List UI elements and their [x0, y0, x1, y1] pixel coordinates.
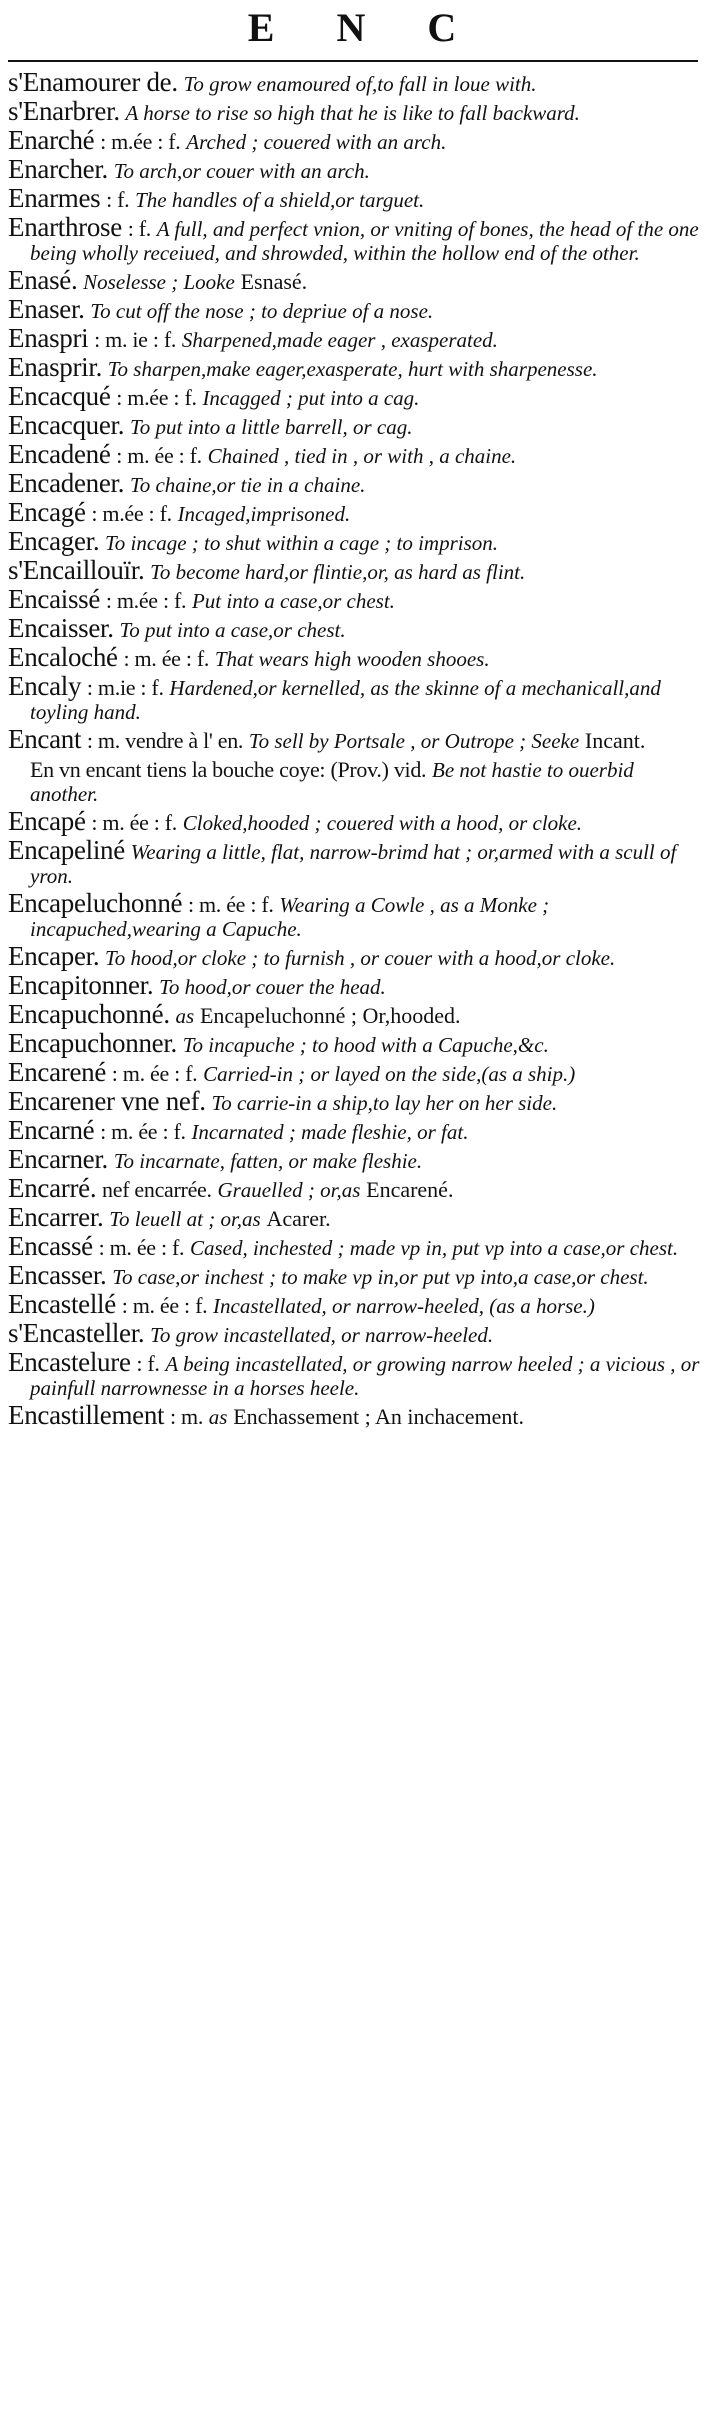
grammar-note: : m.ée : f.	[105, 588, 187, 613]
grammar-note: : f.	[106, 187, 130, 212]
headword: Encagé	[8, 497, 86, 527]
headword: Enaspri	[8, 323, 89, 353]
headword: Enarmes	[8, 183, 101, 213]
dictionary-entry	[6, 970, 700, 1000]
headword: Encastillement	[8, 1400, 165, 1430]
definition: To hood,or cloke ; to furnish , or couer with a hood,or cloke.	[105, 946, 616, 970]
dictionary-entry	[6, 1289, 700, 1319]
headword: s'Encasteller.	[8, 1318, 145, 1348]
headword: Encacqué	[8, 381, 111, 411]
headword: Encaper.	[8, 941, 100, 971]
dictionary-entry	[6, 526, 700, 556]
definition: Carried-in ; or layed on the side,(as a ship.)	[203, 1062, 576, 1086]
entry-list	[6, 67, 700, 1432]
definition: To incapuche ; to hood with a Capuche,&c.	[182, 1033, 549, 1057]
dictionary-entry	[6, 439, 700, 469]
headword: Encarré.	[8, 1173, 97, 1203]
headword: Enarché	[8, 125, 95, 155]
headword: s'Enarbrer.	[8, 96, 120, 126]
definition: Grauelled ; or,as	[217, 1178, 361, 1202]
grammar-note: : m. ée : f.	[91, 810, 177, 835]
dictionary-entry	[6, 1202, 700, 1232]
definition: A horse to rise so high that he is like to fall backward.	[125, 101, 580, 125]
headword: Encassé	[8, 1231, 93, 1261]
headword: Enarthrose	[8, 212, 122, 242]
headword: Encapeluchonné	[8, 888, 183, 918]
headword: Encapuchonner.	[8, 1028, 177, 1058]
definition: To case,or inchest ; to make vp in,or put vp into,a case,or chest.	[112, 1265, 649, 1289]
dictionary-entry	[6, 555, 700, 585]
dictionary-entry	[6, 888, 700, 941]
definition: Cased, inchested ; made vp in, put vp into a case,or chest.	[189, 1236, 679, 1260]
dictionary-entry	[6, 1260, 700, 1290]
grammar-note: : m. ée : f.	[100, 1119, 186, 1144]
definition: Sharpened,made eager , exasperated.	[181, 328, 498, 352]
definition: Put into a case,or chest.	[191, 589, 395, 613]
definition: A being incastellated, or growing narrow heeled ; a vicious , or painfull narrownesse in a horses heele.	[30, 1352, 700, 1400]
dictionary-entry	[6, 294, 700, 324]
headword: Encastellé	[8, 1289, 116, 1319]
headword: Encarner.	[8, 1144, 108, 1174]
headword: Encasser.	[8, 1260, 107, 1290]
dictionary-entry	[6, 671, 700, 724]
headword: Encarné	[8, 1115, 95, 1145]
definition: To leuell at ; or,as	[109, 1207, 261, 1231]
definition: The handles of a shield,or targuet.	[135, 188, 425, 212]
dictionary-entry	[6, 806, 700, 836]
headword: Enarcher.	[8, 154, 108, 184]
grammar-note: : m. ée : f.	[98, 1235, 185, 1260]
definition: To incarnate, fatten, or make fleshie.	[113, 1149, 423, 1173]
definition: Wearing a Cowle , as a Monke ; incapuched,wearing a Capuche.	[30, 893, 550, 941]
definition: Hardened,or kernelled, as the skinne of a mechanicall,and toyling hand.	[30, 676, 661, 724]
headword: Encastelure	[8, 1347, 131, 1377]
definition: Chained , tied in , or with , a chaine.	[207, 444, 517, 468]
headword: Encacquer.	[8, 410, 125, 440]
headword: Enaser.	[8, 294, 85, 324]
grammar-note: : m. ée : f.	[123, 646, 210, 671]
cross-reference: Esnasé.	[240, 269, 308, 294]
grammar-note: : m.ée : f.	[91, 501, 172, 526]
grammar-note: : m. vendre à l' en.	[86, 728, 244, 753]
dictionary-entry	[6, 468, 700, 498]
headword: Encant	[8, 724, 82, 754]
dictionary-entry	[6, 96, 700, 126]
definition: To incage ; to shut within a cage ; to imprison.	[105, 531, 499, 555]
grammar-note: : m. ée : f.	[116, 443, 202, 468]
definition: To become hard,or flintie,or, as hard as flint.	[150, 560, 526, 584]
definition: To carrie-in a ship,to lay her on her side.	[211, 1091, 558, 1115]
headword: Encapuchonné.	[8, 999, 170, 1029]
headword: Encadener.	[8, 468, 125, 498]
definition: as	[175, 1004, 195, 1028]
cross-reference: Encarené.	[366, 1177, 454, 1202]
definition: Cloked,hooded ; couered with a hood, or cloke.	[182, 811, 583, 835]
headword: Enasé.	[8, 265, 78, 295]
definition: Noselesse ; Looke	[83, 270, 235, 294]
definition: Incastellated, or narrow-heeled, (as a horse.)	[213, 1294, 595, 1318]
dictionary-entry	[6, 613, 700, 643]
dictionary-entry	[6, 125, 700, 155]
dictionary-entry	[6, 642, 700, 672]
dictionary-entry	[6, 154, 700, 184]
headword: Encadené	[8, 439, 111, 469]
definition: To sell by Portsale , or Outrope ; Seeke	[248, 729, 580, 753]
headword: Encaly	[8, 671, 82, 701]
definition: Incarnated ; made fleshie, or fat.	[191, 1120, 469, 1144]
cross-reference: Encapeluchonné ; Or,hooded.	[199, 1003, 461, 1028]
dictionary-entry	[6, 1231, 700, 1261]
dictionary-entry	[6, 756, 700, 806]
grammar-note: : m. ée : f.	[111, 1061, 198, 1086]
dictionary-entry	[6, 999, 700, 1029]
definition: Arched ; couered with an arch.	[186, 130, 447, 154]
dictionary-entry	[6, 941, 700, 971]
dictionary-entry	[6, 323, 700, 353]
headword: Encarené	[8, 1057, 107, 1087]
dictionary-entry	[6, 1028, 700, 1058]
dictionary-entry	[6, 265, 700, 295]
grammar-note: : m.ée : f.	[100, 129, 181, 154]
dictionary-entry	[6, 1115, 700, 1145]
cross-reference: Incant.	[584, 728, 646, 753]
page-header: E N C	[247, 5, 483, 50]
headword: Encaissé	[8, 584, 101, 614]
headword: s'Enamourer de.	[8, 67, 178, 97]
headword: Encapé	[8, 806, 86, 836]
definition: To cut off the nose ; to depriue of a nose.	[90, 299, 434, 323]
header-rule	[8, 60, 698, 62]
grammar-note: : m.	[170, 1404, 204, 1429]
headword: Enasprir.	[8, 352, 103, 382]
grammar-note: : m. ée : f.	[121, 1293, 208, 1318]
definition: as	[208, 1405, 228, 1429]
dictionary-entry	[6, 212, 700, 265]
definition: Incaged,imprisoned.	[177, 502, 351, 526]
grammar-note: : m.ie : f.	[86, 675, 164, 700]
grammar-note: : f.	[136, 1351, 160, 1376]
headword: Encarrer.	[8, 1202, 104, 1232]
definition: To put into a case,or chest.	[119, 618, 346, 642]
dictionary-entry	[6, 497, 700, 527]
definition: Wearing a little, flat, narrow-brimd hat ; or,armed with a scull of yron.	[30, 840, 677, 888]
dictionary-entry	[6, 1400, 700, 1430]
dictionary-entry	[6, 1318, 700, 1348]
grammar-note: En vn encant tiens la bouche coye: (Prov.) vid.	[30, 757, 427, 782]
dictionary-entry	[6, 1347, 700, 1400]
headword: Encarener vne nef.	[8, 1086, 206, 1116]
definition: To grow enamoured of,to fall in loue with.	[183, 72, 537, 96]
definition: A full, and perfect vnion, or vniting of bones, the head of the one being wholly receiued, and shrowded, within the hollow end of the other.	[30, 217, 699, 265]
grammar-note: : f.	[127, 216, 151, 241]
definition: Be not hastie to ouerbid another.	[30, 758, 634, 806]
definition: To sharpen,make eager,exasperate, hurt with sharpenesse.	[107, 357, 598, 381]
dictionary-entry	[6, 381, 700, 411]
grammar-note: : m. ée : f.	[187, 892, 274, 917]
grammar-note: : m.ée : f.	[116, 385, 197, 410]
headword: Encapeliné	[8, 835, 125, 865]
dictionary-entry	[6, 67, 700, 97]
headword: Encapitonner.	[8, 970, 154, 1000]
definition: To arch,or couer with an arch.	[113, 159, 370, 183]
headword: s'Encaillouïr.	[8, 555, 145, 585]
definition: That wears high wooden shooes.	[214, 647, 490, 671]
dictionary-entry	[6, 1057, 700, 1087]
dictionary-entry	[6, 584, 700, 614]
cross-reference: Acarer.	[266, 1206, 331, 1231]
dictionary-entry	[6, 410, 700, 440]
definition: To hood,or couer the head.	[159, 975, 386, 999]
headword: Encaloché	[8, 642, 118, 672]
cross-reference: Enchassement ; An inchacement.	[233, 1404, 525, 1429]
headword: Encager.	[8, 526, 100, 556]
grammar-note: nef encarrée.	[102, 1177, 212, 1202]
definition: To chaine,or tie in a chaine.	[129, 473, 366, 497]
definition: To grow incastellated, or narrow-heeled.	[150, 1323, 494, 1347]
definition: To put into a little barrell, or cag.	[129, 415, 413, 439]
grammar-note: : m. ie : f.	[94, 327, 177, 352]
dictionary-entry	[6, 1086, 700, 1116]
dictionary-entry	[6, 352, 700, 382]
dictionary-entry	[6, 183, 700, 213]
dictionary-entry	[6, 835, 700, 888]
dictionary-entry	[6, 724, 700, 754]
dictionary-entry	[6, 1173, 700, 1203]
dictionary-entry	[6, 1144, 700, 1174]
definition: Incagged ; put into a cag.	[202, 386, 420, 410]
headword: Encaisser.	[8, 613, 114, 643]
